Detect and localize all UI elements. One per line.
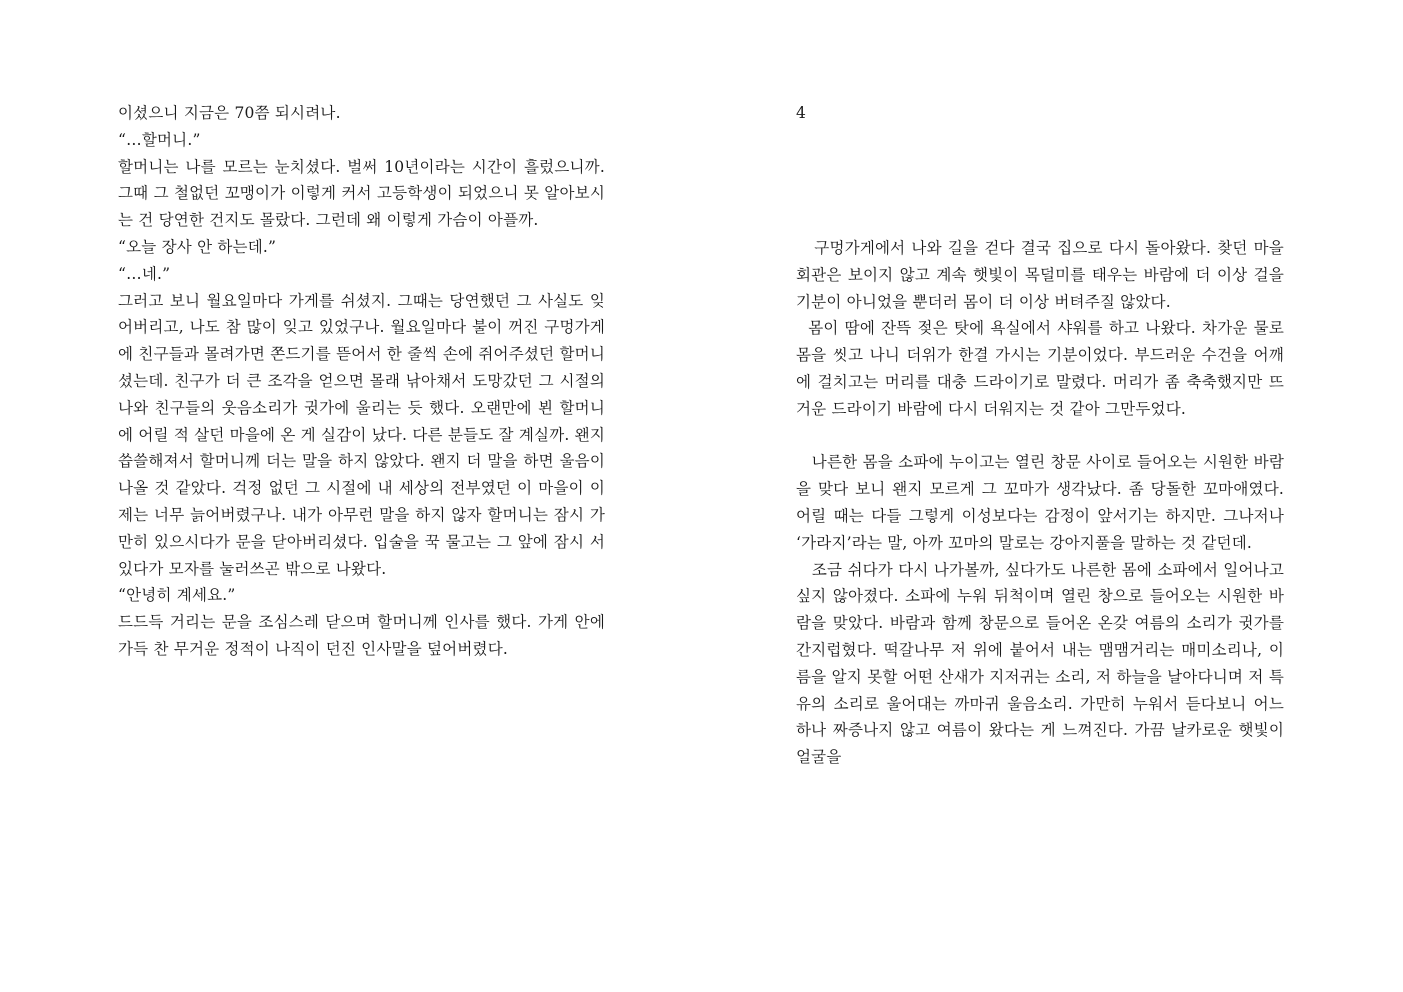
- paragraph: 할머니는 나를 모르는 눈치셨다. 벌써 10년이라는 시간이 흘렀으니까. 그때 그 철없던 꼬맹이가 이렇게 커서 고등학생이 되었으니 못 알아보시는 건 당연한 건지도 몰랐다. 그런데 왜 이렇게 가슴이 아플까.: [118, 157, 611, 230]
- right-page-text: [796, 235, 1290, 771]
- dialogue-line: “…네.”: [118, 264, 171, 283]
- dialogue-line: “오늘 장사 안 하는데.”: [118, 237, 277, 256]
- paragraph: 나른한 몸을 소파에 누이고는 열린 창문 사이로 들어오는 시원한 바람을 맞다 보니 왠지 모르게 그 꼬마가 생각났다. 좀 당돌한 꼬마애였다. 어릴 때는 다들 그렇게 이성보다는 감정이 앞서기는 하지만. 그나저나 ‘가라지’라는 말, 아까 꼬마의 말로는 강아지풀을 말하는 것 같던데.: [796, 453, 1290, 552]
- left-page: [0, 0, 701, 992]
- page-number: 4: [796, 104, 806, 122]
- dialogue-line: “안녕히 계세요.”: [118, 586, 236, 605]
- paragraph: 드드득 거리는 문을 조심스레 닫으며 할머니께 인사를 했다. 가게 안에 가득 찬 무거운 정적이 나직이 던진 인사말을 덮어버렸다.: [118, 613, 611, 658]
- paragraph: 구멍가게에서 나와 길을 걷다 결국 집으로 다시 돌아왔다. 찾던 마을회관은 보이지 않고 계속 햇빛이 목덜미를 태우는 바람에 더 이상 걸을 기분이 아니었을 뿐더러 몸이 더 이상 버텨주질 않았다.: [796, 239, 1290, 311]
- paragraph-spacer: [796, 423, 1284, 450]
- paragraph: 몸이 땀에 잔뜩 젖은 탓에 욕실에서 샤워를 하고 나왔다. 차가운 물로 몸을 씻고 나니 더위가 한결 가시는 기분이었다. 부드러운 수건을 어깨에 걸치고는 머리를 대충 드라이기로 말렸다. 머리가 좀 축축했지만 뜨거운 드라이기 바람에 다시 더워지는 것 같아 그만두었다.: [796, 319, 1290, 418]
- right-page: [701, 0, 1403, 992]
- dialogue-line: “…할머니.”: [118, 130, 201, 149]
- paragraph: 이셨으니 지금은 70쯤 되시려나.: [118, 104, 341, 122]
- paragraph: 그러고 보니 월요일마다 가게를 쉬셨지. 그때는 당연했던 그 사실도 잊어버리고, 나도 참 많이 잊고 있었구나. 월요일마다 불이 꺼진 구멍가게에 친구들과 몰려가면 쫀드기를 뜯어서 한 줄씩 손에 쥐어주셨던 할머니셨는데. 친구가 더 큰 조각을 얻으면 몰래 낚아채서 도망갔던 그 시절의 나와 친구들의 웃음소리가 귓가에 울리는 듯 했다. 오랜만에 뵌 할머니에 어릴 적 살던 마을에 온 게 실감이 났다. 다른 분들도 잘 계실까. 왠지 씁쓸해져서 할머니께 더는 말을 하지 않았다. 왠지 더 말을 하면 울음이 나올 것 같았다. 걱정 없던 그 시절에 내 세상의 전부였던 이 마을이 이제는 너무 늙어버렸구나. 내가 아무런 말을 하지 않자 할머니는 잠시 가만히 있으시다가 문을 닫아버리셨다. 입술을 꾹 물고는 그 앞에 잠시 서 있다가 모자를 눌러쓰곤 밖으로 나왔다.: [118, 291, 611, 578]
- left-page-text: [118, 100, 611, 663]
- paragraph: 조금 쉬다가 다시 나가볼까, 싶다가도 나른한 몸에 소파에서 일어나고 싶지 않아졌다. 소파에 누워 뒤척이며 열린 창으로 들어오는 시원한 바람을 맞았다. 바람과 함께 창문으로 들어온 온갖 여름의 소리가 귓가를 간지럽혔다. 떡갈나무 저 위에 붙어서 내는 맴맴거리는 매미소리나, 이름을 알지 못할 어떤 산새가 지저귀는 소리, 저 하늘을 날아다니며 저 특유의 소리로 울어대는 까마귀 울음소리. 가만히 누워서 듣다보니 어느 하나 짜증나지 않고 여름이 왔다는 게 느껴진다. 가끔 날카로운 햇빛이 얼굴을: [796, 560, 1290, 767]
